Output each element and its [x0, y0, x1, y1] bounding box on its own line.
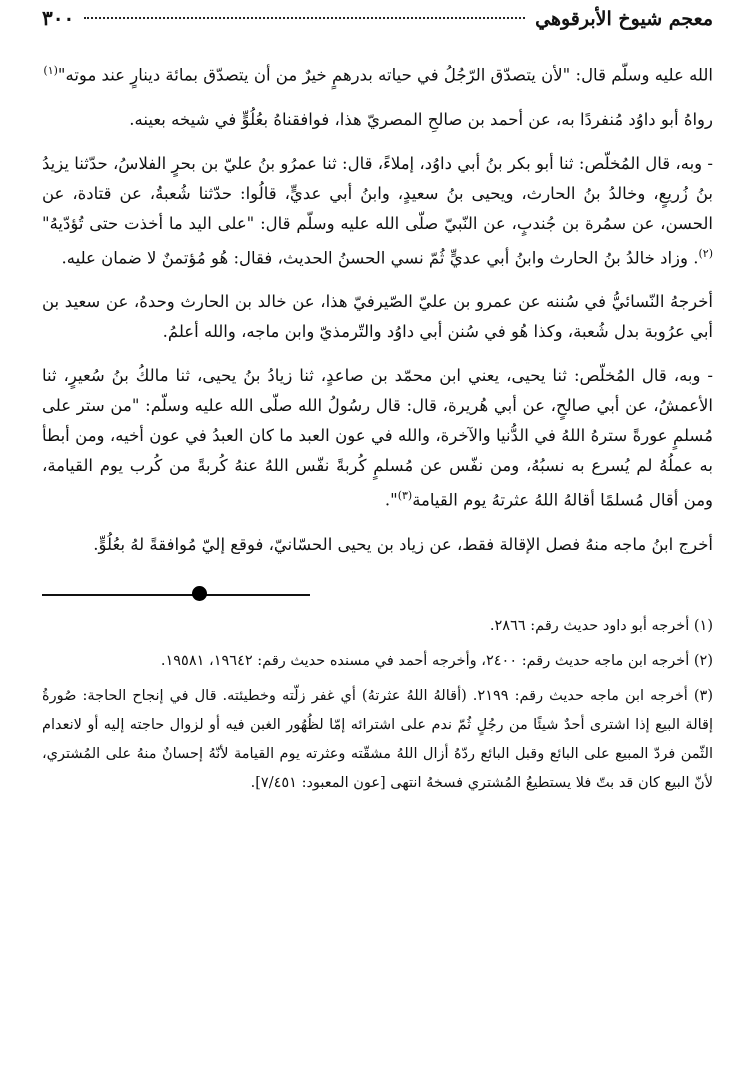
separator-line: [42, 594, 310, 596]
footnote-ref: (٢): [698, 246, 713, 260]
paragraph: [42, 149, 713, 274]
ink-dot: [192, 586, 207, 601]
main-text: [42, 56, 713, 560]
page-number: ٣٠٠: [42, 6, 75, 30]
footnote-ref: (٣): [397, 489, 413, 502]
paragraph-text: . وزاد خالدُ بنُ الحارث وابنُ أبي عديٍّ ثُمّ نسي الحسنُ الحديث، فقال: هُو مُؤتمنٌ لا ضمان عليه.: [61, 248, 699, 267]
footnote-separator: [42, 582, 713, 612]
paragraph-text: - وبه، قال المُخلّص: ثنا يحيى، يعني ابن محمّد بن صاعدٍ، ثنا زيادُ بنُ يحيى، ثنا مالكُ بنُ سُعيرٍ، ثنا الأعمشُ، عن أبي صالحٍ، عن أبي هُريرة، قال: قال رسُولُ الله صلّى الله عليه وسلّم: "من ستر على مُسلمٍ عورةً سترهُ اللهُ في الدُّنيا والآخرة، والله في عون العبد ما كان العبدُ في عون أخيه، ومن أبطأ به عملُهُ لم يُسرع به نسبُهُ، ومن نفّس عن مُسلمٍ كُربةً نفّس اللهُ عنهُ كُربةً من كُرب يوم القيامة، ومن أقال مُسلمًا أقالهُ اللهُ عثرتهُ يوم القيامة: [42, 366, 714, 510]
paragraph: - وبه، قال المُخلّص: ثنا يحيى، يعني ابن محمّد بن صاعدٍ، ثنا زيادُ بنُ يحيى، ثنا مالكُ بنُ سُعيرٍ، ثنا الأعمشُ، عن أبي صالحٍ، عن أبي هُريرة، قال: قال رسُولُ الله صلّى الله عليه وسلّم: "من ستر على مُسلمٍ عورةً سترهُ اللهُ في الدُّنيا والآخرة، والله في عون العبد ما كان العبدُ في عون أخيه، ومن أبطأ به عملُهُ لم يُسرع به نسبُهُ، ومن نفّس عن مُسلمٍ كُربةً نفّس اللهُ عنهُ كُربةً من كُرب يوم القيامة، ومن أقال مُسلمًا أقالهُ اللهُ عثرتهُ يوم القيامة$^{(٣)}$".: [42, 366, 714, 510]
paragraph: [42, 530, 713, 560]
paragraph-text: أخرج ابنُ ماجه منهُ فصل الإقالة فقط، عن زياد بن يحيى الحسّانيّ، فوقع إليّ مُوافقةً لهُ بعُلُوٍّ.: [93, 534, 713, 554]
book-title: معجم شيوخ الأبرقوهي: [535, 8, 713, 30]
paragraph-text: الله عليه وسلّم قال: "لأن يتصدّق الرّجُلُ في حياته بدرهمٍ خيرٌ من أن يتصدّق بمائة دينارٍ عند موته": [57, 65, 713, 85]
footnote: (١) أخرجه أبو داود حديث رقم: ٢٨٦٦.: [489, 617, 713, 634]
paragraph-text: رواهُ أبو داوُد مُنفردًا به، عن أحمد بن صالحِ المصريّ هذا، فوافقناهُ بعُلُوٍّ في شيخه بعينه.: [129, 109, 713, 129]
paragraph-text: - وبه، قال المُخلّص: ثنا أبو بكر بنُ أبي داوُد، إملاءً، قال: ثنا عمرُو بنُ عليّ بن بحرٍ الفلاسُ، حدّثنا يزيدُ بنُ زُريعٍ، وخالدُ بنُ الحارث، ويحيى بنُ سعيدٍ، وابنُ أبي عديٍّ، قالُوا: حدّثنا شُعبةُ، عن قتادة، عن الحسن، عن سمُرة بن جُندبٍ، عن النّبيّ صلّى الله عليه وسلّم قال: "على اليد ما أخذت حتى تُؤدّيهُ": [42, 153, 713, 233]
paragraph-text: أخرجهُ النّسائيُّ في سُننه عن عمرو بن عليّ الصّيرفيّ هذا، عن خالد بن الحارث وحدهُ، عن سعيد بن أبي عرُوبة بدل شُعبة، وكذا هُو في سُنن أبي داوُد والتّرمذيّ وابن ماجه، والله أعلمُ.: [42, 292, 713, 341]
paragraph: [42, 105, 713, 135]
paragraph: [42, 56, 713, 91]
header-dot-leader: [84, 17, 525, 19]
footnote-ref: (١): [43, 64, 58, 77]
footnotes: [42, 612, 713, 798]
footnote: (٢) أخرجه ابن ماجه حديث رقم: ٢٤٠٠، وأخرجه أحمد في مسنده حديث رقم: ١٩٦٤٢، ١٩٥٨١.: [160, 652, 713, 669]
running-header: [42, 6, 713, 56]
footnote: (٣) أخرجه ابن ماجه حديث رقم: ٢١٩٩. (أقالهُ اللهُ عثرتهُ) أي غفر زلّته وخطيئته. قال في إنجاح الحاجة: صُورةُ إقالة البيع إذا اشترى أحدٌ شيئًا من رجُلٍ ثُمّ ندم على اشترائه إمّا لظُهُور الغبن فيه أو لزوال حاجته إليه أو لانعدام الثّمن فردّ المبيع على البائع وقبل البائع ردّهُ أزال اللهُ مشقّته وعثرته يوم القيامة لأنّهُ إحسانٌ منهُ على المُشتري، لأنّ البيع كان قد بتّ فلا يستطيعُ المُشتري فسخهُ انتهى [عون المعبود: ٧/٤٥١].: [42, 687, 713, 791]
paragraph: [42, 287, 713, 347]
